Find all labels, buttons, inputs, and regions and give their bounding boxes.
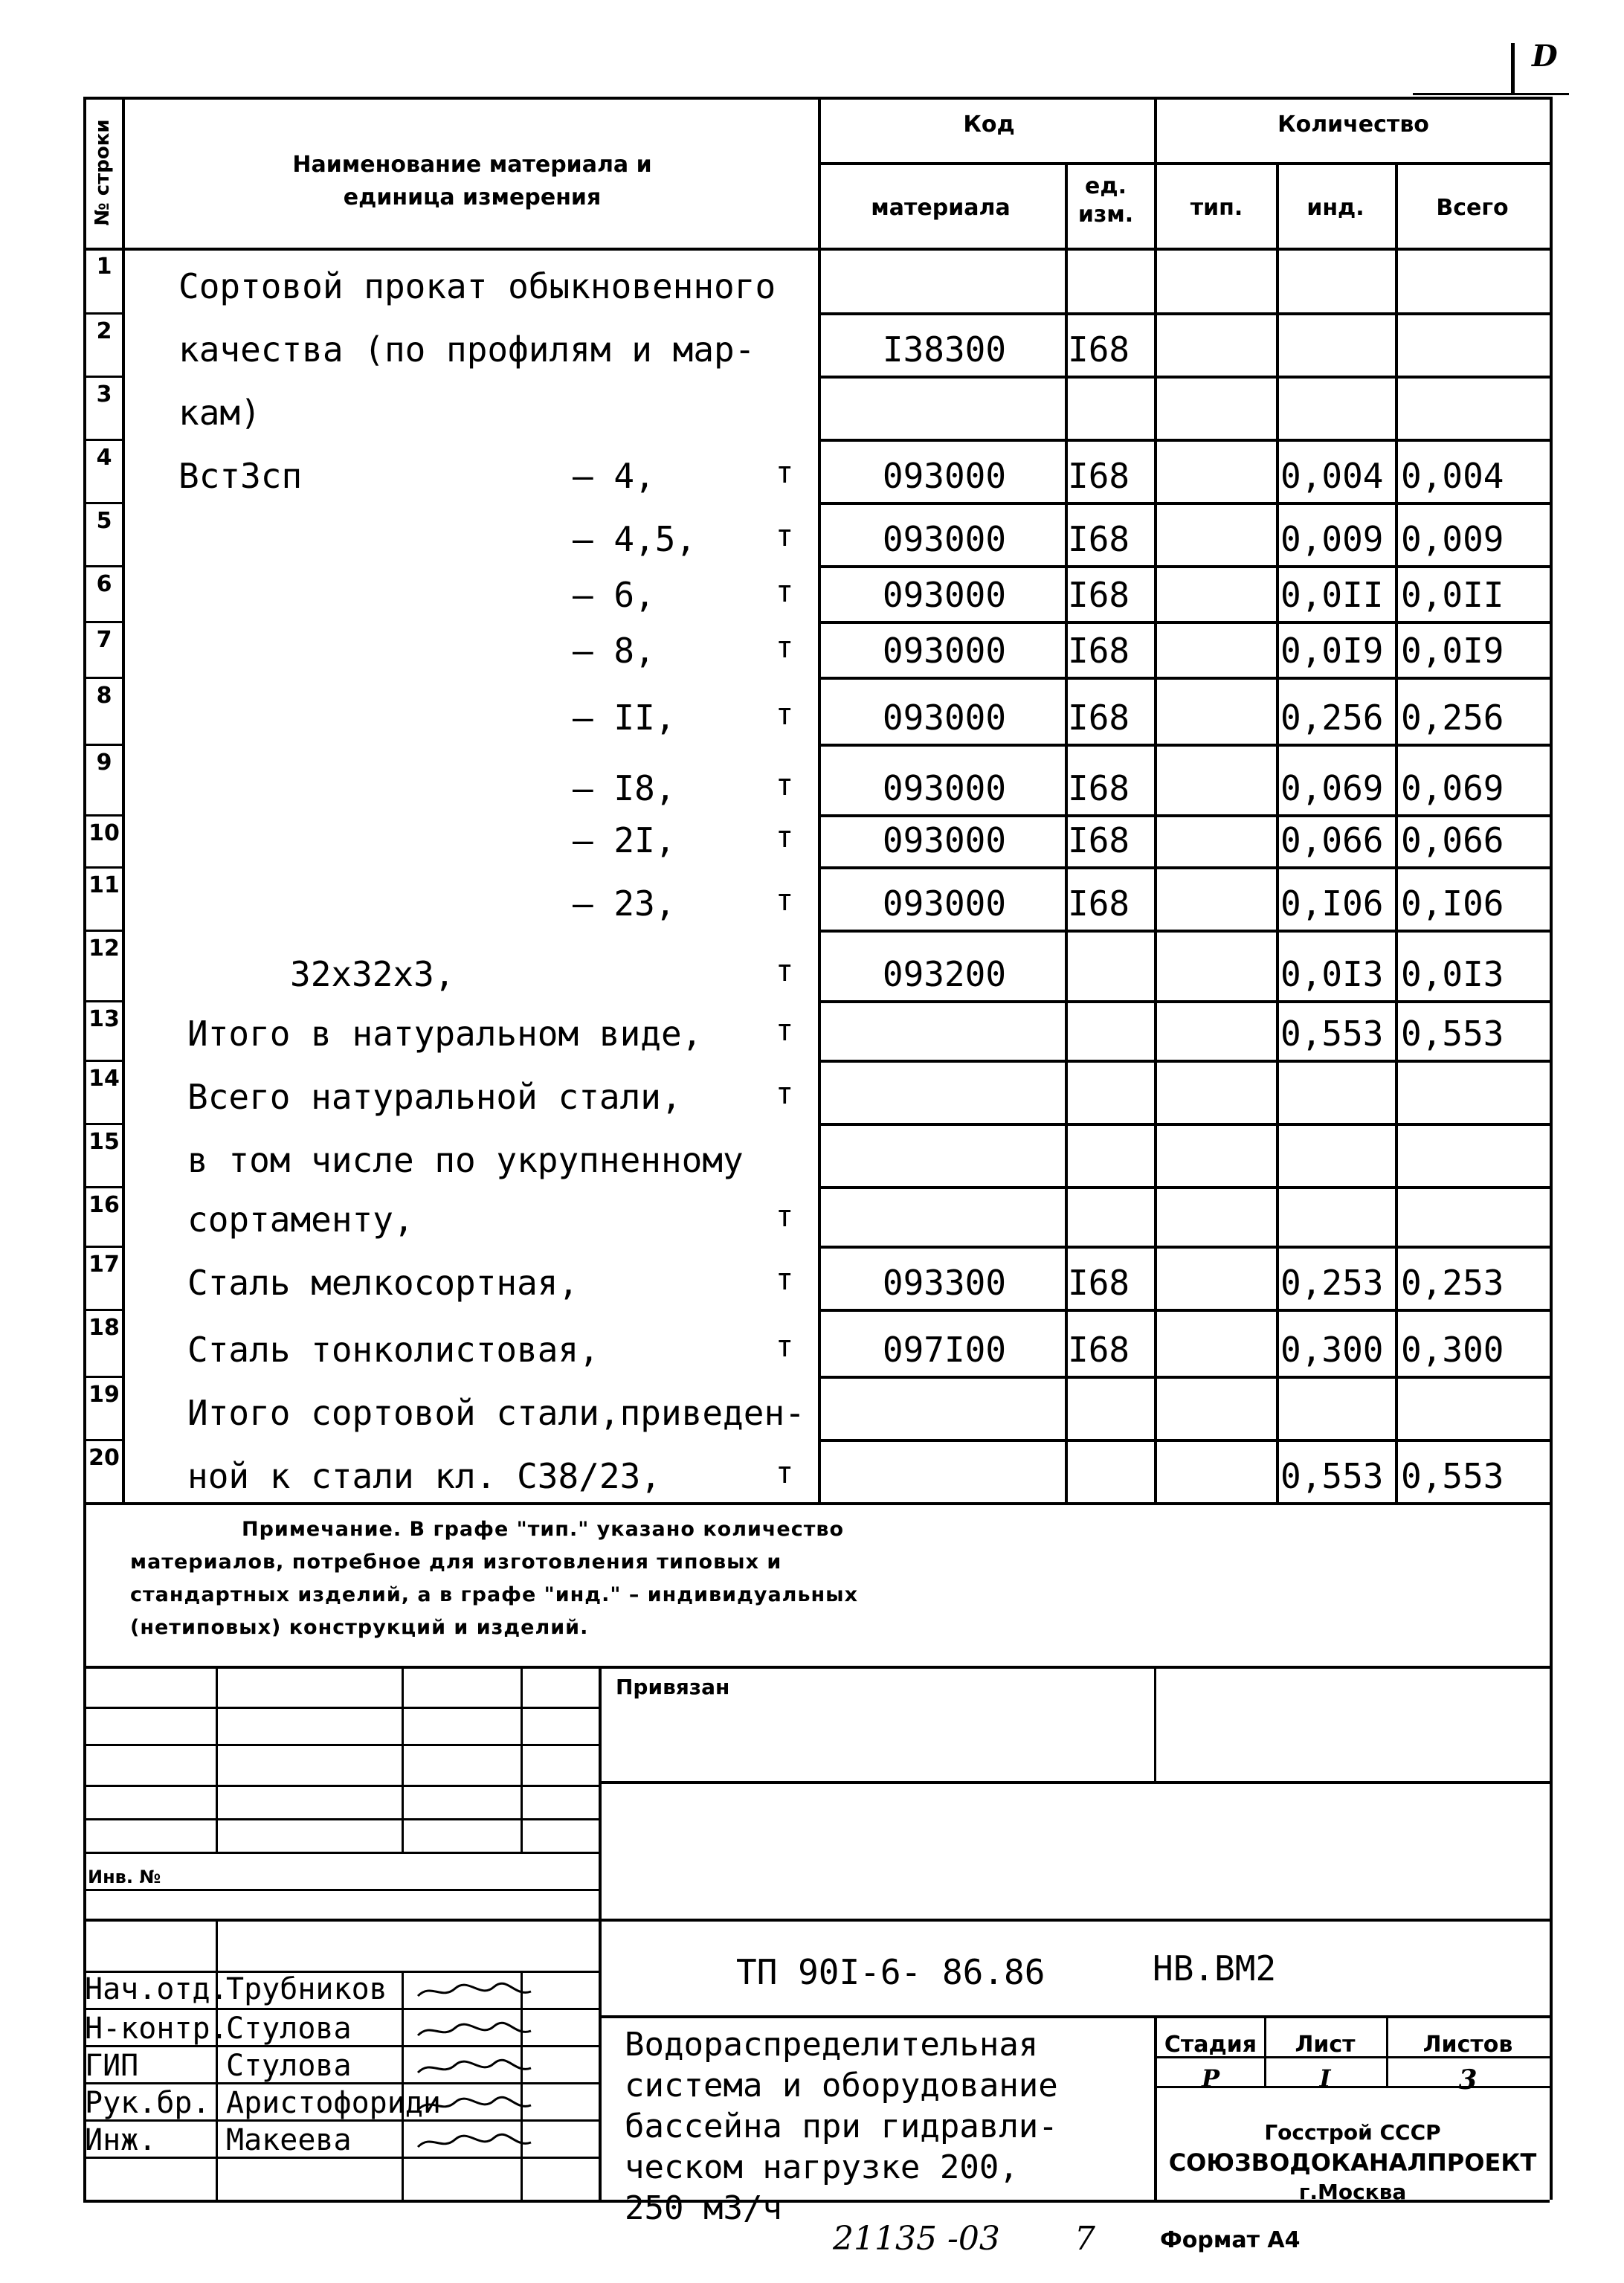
- row-number: 11: [88, 872, 120, 898]
- row-name: Сталь тонколистовая,: [187, 1330, 599, 1370]
- stamp-line: [1154, 1666, 1156, 1781]
- row-number: 4: [96, 445, 112, 471]
- signature-name: Аристофориди: [226, 2086, 441, 2120]
- row-unit: I68: [1068, 883, 1130, 924]
- stamp-line: [521, 1666, 523, 1852]
- row-name: ной к стали кл. С38/23,: [187, 1456, 661, 1496]
- grid-line: [818, 1186, 1550, 1189]
- row-unit: I68: [1068, 1330, 1130, 1370]
- sheet-value: I: [1319, 2064, 1331, 2093]
- row-total: 0,069: [1401, 768, 1504, 808]
- row-code: I38300: [882, 329, 1007, 370]
- grid-line: [83, 866, 122, 869]
- row-total: 0,553: [1401, 1014, 1504, 1054]
- grid-line: [83, 312, 122, 315]
- header-total: Всего: [1436, 195, 1509, 221]
- grid-line: [83, 376, 122, 378]
- row-unit-t: т: [775, 1330, 794, 1364]
- grid-line: [1154, 97, 1157, 1502]
- row-name: Итого в натуральном виде,: [187, 1014, 703, 1054]
- handwritten-signature: [416, 1978, 535, 2005]
- grid-line: [1065, 97, 1550, 100]
- grid-line: [83, 1246, 122, 1248]
- grid-line: [818, 1060, 1550, 1063]
- row-number: 9: [96, 750, 112, 776]
- row-ind: 0,009: [1280, 519, 1384, 559]
- grid-line: [83, 439, 122, 441]
- document-mark: НВ.ВМ2: [1153, 1948, 1277, 1989]
- header-typ: тип.: [1190, 195, 1243, 221]
- grid-line: [818, 502, 1550, 505]
- header-code: Код: [963, 112, 1015, 138]
- grid-line: [1276, 162, 1279, 1502]
- row-total: 0,300: [1401, 1330, 1504, 1370]
- row-name: ВстЗсп: [178, 456, 303, 496]
- grid-line: [818, 866, 1550, 869]
- document-code: ТП 90I-6- 86.86: [736, 1952, 1045, 1992]
- row-total: 0,553: [1401, 1456, 1504, 1496]
- row-number: 17: [88, 1252, 120, 1278]
- header-material: материала: [871, 195, 1011, 221]
- row-number: 14: [88, 1066, 120, 1092]
- stamp-line: [83, 1666, 1550, 1669]
- row-number: 20: [88, 1445, 120, 1471]
- grid-line: [818, 1376, 1550, 1379]
- row-number: 12: [88, 936, 120, 962]
- row-ind: 0,300: [1280, 1330, 1384, 1370]
- signature-row: [85, 1972, 387, 2006]
- row-unit: I68: [1068, 456, 1130, 496]
- row-total: 0,0II: [1401, 575, 1504, 615]
- signature-name: Стулова: [226, 2012, 352, 2046]
- row-total: 0,253: [1401, 1263, 1504, 1303]
- signature-name: Трубников: [226, 1972, 387, 2006]
- note-line: стандартных изделий, а в графе "инд." – индивидуальных: [130, 1583, 859, 1606]
- grid-line: [818, 1439, 1550, 1442]
- signature-mark: [416, 2092, 535, 2124]
- grid-line: [83, 744, 122, 746]
- grid-line: [818, 376, 1550, 379]
- grid-line: [818, 162, 1550, 165]
- row-name: Сортовой прокат обыкновенного: [178, 266, 776, 306]
- row-size: – 23,: [573, 883, 676, 924]
- sheet-label: Лист: [1295, 2032, 1356, 2058]
- note-line: (нетиповых) конструкций и изделий.: [130, 1616, 589, 1639]
- row-code: 093000: [882, 820, 1007, 860]
- signature-mark: [416, 2129, 535, 2161]
- grid-line: [83, 930, 122, 932]
- header-quantity: Количество: [1277, 112, 1429, 138]
- page-number: 7: [1074, 2220, 1095, 2258]
- row-unit-t: т: [775, 883, 794, 918]
- signature-row: [85, 2086, 441, 2120]
- row-number: 2: [96, 318, 112, 344]
- grid-line: [818, 677, 1550, 680]
- grid-line: [818, 814, 1550, 817]
- corner-mark: D: [1532, 39, 1558, 74]
- row-unit-t: т: [775, 768, 794, 802]
- grid-line: [83, 621, 122, 623]
- row-total: 0,0I3: [1401, 954, 1504, 994]
- row-ind: 0,553: [1280, 1456, 1384, 1496]
- row-unit-t: т: [775, 698, 794, 732]
- grid-line: [122, 97, 125, 1502]
- grid-line: [83, 1186, 122, 1188]
- row-number: 18: [88, 1315, 120, 1341]
- privyazan-label: Привязан: [616, 1675, 730, 1699]
- stage-label: Стадия: [1164, 2032, 1257, 2058]
- grid-line: [83, 1060, 122, 1062]
- title-line: Водораспределительная: [625, 2026, 1039, 2064]
- row-ind: 0,256: [1280, 698, 1384, 738]
- grid-line: [818, 97, 821, 1502]
- grid-line: [818, 1123, 1550, 1126]
- row-total: 0,066: [1401, 820, 1504, 860]
- signature-name: Макеева: [226, 2123, 352, 2157]
- row-code: 093000: [882, 456, 1007, 496]
- row-unit-t: т: [775, 954, 794, 988]
- row-size: – I8,: [573, 768, 676, 808]
- row-ind: 0,066: [1280, 820, 1384, 860]
- row-total: 0,009: [1401, 519, 1504, 559]
- row-unit: I68: [1068, 329, 1130, 370]
- row-total: 0,0I9: [1401, 631, 1504, 671]
- format-label: Формат А4: [1160, 2227, 1301, 2253]
- row-ind: 0,0II: [1280, 575, 1384, 615]
- stamp-line: [599, 1666, 602, 2200]
- signature-row: [85, 2049, 352, 2083]
- signature-role: ГИП: [85, 2049, 139, 2083]
- grid-line: [818, 439, 1550, 442]
- archive-number: 21135 -03: [833, 2220, 1000, 2258]
- handwritten-signature: [416, 2055, 535, 2081]
- row-code: 093000: [882, 698, 1007, 738]
- grid-line: [83, 1309, 122, 1311]
- grid-line: [1550, 97, 1553, 1502]
- signature-name: Стулова: [226, 2049, 352, 2083]
- row-number: 7: [96, 627, 112, 653]
- stamp-line: [402, 1971, 404, 2200]
- row-number: 16: [88, 1192, 120, 1218]
- grid-line: [818, 1309, 1550, 1312]
- stamp-line: [216, 1919, 218, 2200]
- grid-line: [83, 1502, 1550, 1505]
- signature-row: [85, 2123, 352, 2157]
- header-unit: ед. изм.: [1077, 173, 1134, 228]
- header-ind: инд.: [1306, 195, 1364, 221]
- inventory-label: Инв. №: [88, 1867, 161, 1887]
- signature-mark: [416, 1978, 535, 2010]
- row-size: – 2I,: [573, 820, 676, 860]
- stamp-line: [83, 1852, 599, 1854]
- row-unit: I68: [1068, 575, 1130, 615]
- row-unit-t: т: [775, 1456, 794, 1490]
- grid-line: [83, 1376, 122, 1378]
- row-number: 1: [96, 254, 112, 280]
- row-unit-t: т: [775, 1263, 794, 1297]
- row-unit-t: т: [775, 631, 794, 665]
- row-number: 5: [96, 508, 112, 534]
- row-code: 093000: [882, 519, 1007, 559]
- grid-line: [818, 744, 1550, 747]
- stamp-line: [83, 1889, 599, 1891]
- row-number: 10: [88, 820, 120, 846]
- grid-line: [83, 565, 122, 567]
- grid-line: [818, 621, 1550, 624]
- title-line: 250 м3/ч: [625, 2189, 782, 2227]
- row-code: 093000: [882, 575, 1007, 615]
- corner-bar: [1511, 43, 1515, 95]
- handwritten-signature: [416, 2129, 535, 2156]
- grid-line: [818, 312, 1550, 315]
- row-code: 093200: [882, 954, 1007, 994]
- row-unit-t: т: [775, 820, 794, 854]
- document-title: [625, 2024, 1058, 2229]
- row-code: 097I00: [882, 1330, 1007, 1370]
- grid-line: [83, 814, 122, 817]
- grid-line: [83, 1439, 122, 1441]
- row-ind: 0,004: [1280, 456, 1384, 496]
- row-name: Сталь мелкосортная,: [187, 1263, 579, 1303]
- title-line: бассейна при гидравли-: [625, 2107, 1058, 2145]
- row-number: 8: [96, 683, 112, 709]
- signature-role: Нач.отд.: [85, 1972, 228, 2006]
- row-unit-t: т: [775, 1200, 794, 1234]
- stamp-line: [599, 1781, 1550, 1784]
- row-name: качества (по профилям и мар-: [178, 329, 755, 370]
- row-unit: I68: [1068, 698, 1130, 738]
- org-line: СОЮЗВОДОКАНАЛПРОЕКТ: [1168, 2148, 1537, 2177]
- row-number: 3: [96, 381, 112, 408]
- organization: [1157, 2118, 1548, 2207]
- stamp-line: [83, 1919, 1550, 1922]
- row-unit-t: т: [775, 575, 794, 609]
- row-total: 0,004: [1401, 456, 1504, 496]
- grid-line: [83, 97, 86, 1502]
- grid-line: [818, 930, 1550, 933]
- signature-role: Н-контр.: [85, 2012, 228, 2046]
- title-line: система и оборудование: [625, 2067, 1058, 2105]
- row-ind: 0,I06: [1280, 883, 1384, 924]
- corner-underline: [1413, 93, 1569, 95]
- row-name: 32x32x3,: [290, 954, 455, 994]
- row-ind: 0,553: [1280, 1014, 1384, 1054]
- row-number: 15: [88, 1129, 120, 1155]
- stage-value: Р: [1201, 2064, 1220, 2093]
- row-name: в том числе по укрупненному: [187, 1140, 744, 1180]
- signature-role: Рук.бр.: [85, 2086, 210, 2120]
- row-total: 0,256: [1401, 698, 1504, 738]
- row-unit-t: т: [775, 519, 794, 553]
- signature-mark: [416, 2018, 535, 2049]
- grid-line: [1550, 1502, 1553, 2200]
- handwritten-signature: [416, 2018, 535, 2044]
- grid-line: [818, 565, 1550, 568]
- row-number: 13: [88, 1006, 120, 1032]
- row-unit-t: т: [775, 1014, 794, 1048]
- row-size: – 8,: [573, 631, 655, 671]
- row-ind: 0,0I3: [1280, 954, 1384, 994]
- signature-row: [85, 2012, 352, 2046]
- row-size: – 6,: [573, 575, 655, 615]
- row-total: 0,I06: [1401, 883, 1504, 924]
- header-name: Наименование материала и единица измерения: [292, 152, 652, 210]
- stamp-line: [216, 1666, 218, 1852]
- row-unit: I68: [1068, 768, 1130, 808]
- signature-mark: [416, 2055, 535, 2087]
- grid-line: [83, 1000, 122, 1002]
- row-name: Всего натуральной стали,: [187, 1077, 682, 1117]
- grid-line: [83, 248, 1550, 251]
- header-rownum: № строки: [91, 119, 114, 226]
- grid-line: [83, 1123, 122, 1125]
- row-name: сортаменту,: [187, 1200, 414, 1240]
- note-line: материалов, потребное для изготовления типовых и: [130, 1551, 782, 1574]
- row-size: – II,: [573, 698, 676, 738]
- row-code: 093300: [882, 1263, 1007, 1303]
- stamp-line: [599, 2015, 1550, 2018]
- row-size: – 4,: [573, 456, 655, 496]
- row-unit-t: т: [775, 456, 794, 490]
- grid-line: [83, 502, 122, 504]
- row-ind: 0,0I9: [1280, 631, 1384, 671]
- row-ind: 0,253: [1280, 1263, 1384, 1303]
- row-unit: I68: [1068, 631, 1130, 671]
- row-code: 093000: [882, 768, 1007, 808]
- org-line: г.Москва: [1298, 2180, 1407, 2204]
- org-line: Госстрой СССР: [1264, 2120, 1441, 2145]
- row-unit-t: т: [775, 1077, 794, 1111]
- row-ind: 0,069: [1280, 768, 1384, 808]
- grid-line: [83, 677, 122, 679]
- grid-line: [818, 1246, 1550, 1249]
- note: [130, 1513, 858, 1644]
- row-name: Итого сортовой стали,приведен-: [187, 1393, 805, 1433]
- title-line: ческом нагрузке 200,: [625, 2148, 1019, 2186]
- row-name: кам): [178, 393, 261, 433]
- row-code: 093000: [882, 631, 1007, 671]
- signature-role: Инж.: [85, 2123, 157, 2157]
- row-number: 6: [96, 571, 112, 597]
- note-line: Примечание. В графе "тип." указано количество: [242, 1518, 845, 1541]
- row-size: – 4,5,: [573, 519, 697, 559]
- handwritten-signature: [416, 2092, 535, 2119]
- grid-line: [818, 1000, 1550, 1003]
- row-unit: I68: [1068, 820, 1130, 860]
- row-unit: I68: [1068, 519, 1130, 559]
- sheets-value: 3: [1458, 2064, 1478, 2096]
- row-unit: I68: [1068, 1263, 1130, 1303]
- stamp-line: [402, 1666, 404, 1852]
- row-number: 19: [88, 1382, 120, 1408]
- sheets-label: Листов: [1422, 2032, 1513, 2058]
- row-code: 093000: [882, 883, 1007, 924]
